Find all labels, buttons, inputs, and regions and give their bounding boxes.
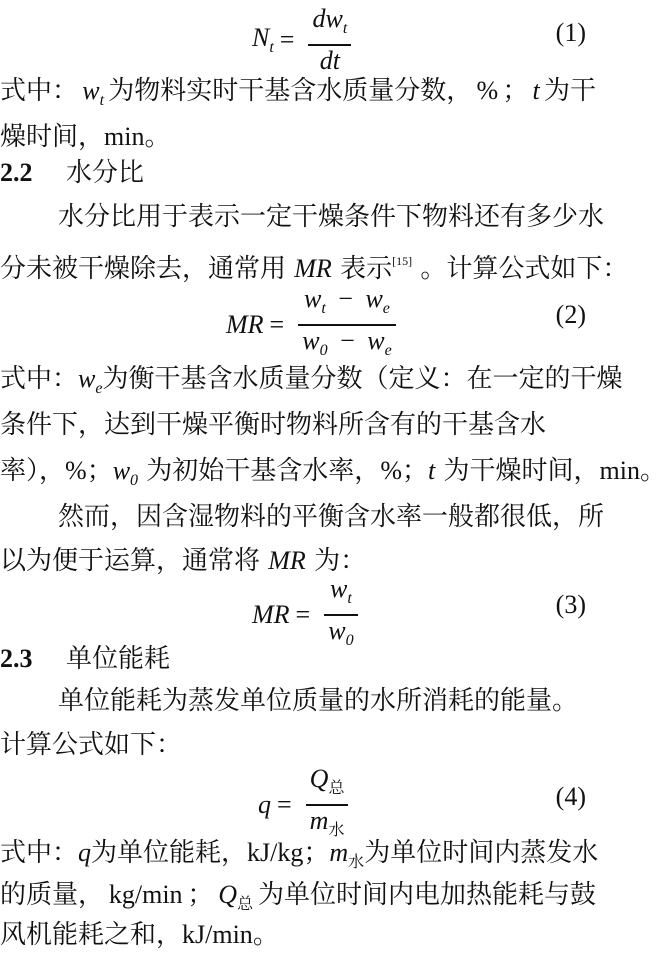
equation-number-3: (3)	[555, 590, 586, 619]
paragraph-2-line-1: 水分比用于表示一定干燥条件下物料还有多少水	[58, 202, 605, 232]
paragraph-6-line-1: 式中： q 为单位能耗， kJ/kg ； m水 为单位时间内蒸发水	[0, 838, 599, 871]
paragraph-1-line-2: 燥时间，min。	[0, 122, 171, 152]
citation-ref: [15]	[392, 254, 413, 268]
paragraph-3-line-2: 条件下，达到干燥平衡时物料所含有的干基含水	[0, 410, 547, 440]
eq3-fraction: $\frac{w_t}{w_0}$	[324, 574, 357, 656]
paragraph-5-line-2: 计算公式如下：	[0, 730, 183, 760]
paragraph-4-line-1: 然而，因含湿物料的平衡含水率一般都很低，所	[58, 502, 605, 532]
equation-number-1: (1)	[555, 18, 586, 47]
paragraph-4-line-2: 以为便于运算，通常将 MR 为：	[0, 546, 367, 576]
equation-number-2: (2)	[555, 300, 586, 329]
equation-4: q = $\frac{Q_总}{m_水}$ (4)	[0, 764, 600, 838]
paragraph-3-line-3: 率），%；$w_0$ 为初始干基含水率，%；t 为干燥时间，min。	[0, 456, 666, 489]
equation-number-4: (4)	[555, 782, 586, 811]
equation-1: $N_t$ = $\frac{dw_t}{dt}$ (1)	[252, 4, 586, 75]
paragraph-2-line-2: 分未被干燥除去，通常用 MR 表示[15] 。计算公式如下：	[0, 254, 629, 284]
paragraph-6-line-2: 的质量， kg/min ； Q总 为单位时间内电加热能耗与鼓	[0, 880, 596, 913]
eq1-lhs: $N_t$	[252, 22, 274, 56]
equation-2: MR = $\frac{w_t - w_e}{w_0 - w_e}$ (2)	[0, 282, 600, 362]
section-heading-2-3: 2.3 单位能耗	[0, 644, 171, 674]
eq2-fraction: $\frac{w_t - w_e}{w_0 - w_e}$	[298, 284, 395, 366]
eq4-fraction: $\frac{Q_总}{m_水}$	[306, 764, 349, 846]
paragraph-5-line-1: 单位能耗为蒸发单位质量的水所消耗的能量。	[58, 686, 579, 716]
paragraph-3-line-1: 式中： we 为衡干基含水质量分数（定义：在一定的干燥	[0, 364, 623, 397]
equation-3: MR = $\frac{w_t}{w_0}$ (3)	[0, 574, 600, 648]
paragraph-6-line-3: 风机能耗之和，kJ/min。	[0, 920, 279, 950]
section-heading-2-2: 2.2 水分比	[0, 158, 145, 188]
paragraph-1-line-1: 式中： wt 为物料实时干基含水质量分数， % ； t 为干	[0, 76, 596, 109]
eq1-fraction: $\frac{dw_t}{dt}$	[308, 4, 351, 76]
